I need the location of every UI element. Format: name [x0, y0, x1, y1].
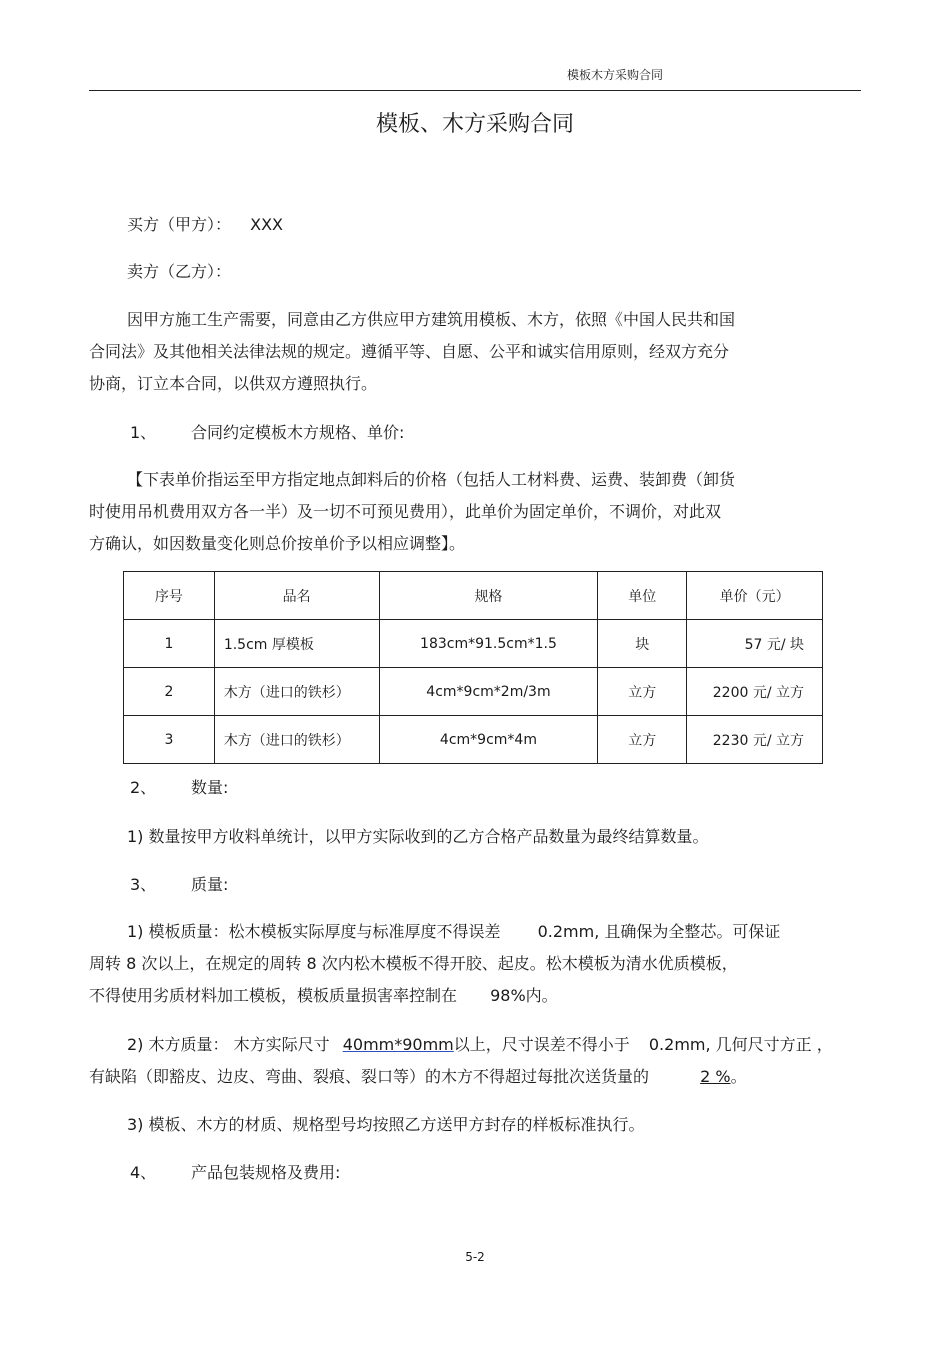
section1-note-3: 方确认，如因数量变化则总价按单价予以相应调整】。 [89, 534, 466, 553]
section3-item-2-line-1 [127, 1032, 833, 1055]
document-title: 模板、木方采购合同 [375, 112, 574, 137]
cell-unit: 立方 [598, 668, 687, 716]
section2-item-1: 1) 数量按甲方收料单统计，以甲方实际收到的乙方合格产品数量为最终结算数量。 [127, 827, 709, 846]
cell-index: 3 [124, 716, 215, 764]
header-cell: 品名 [214, 572, 379, 620]
text-segment: 不得使用劣质材料加工模板，模板质量损害率控制在 [89, 986, 458, 1005]
buyer-label: 买方（甲方）： [127, 215, 232, 234]
buyer-line [127, 212, 283, 235]
section3-item-2-line-2 [89, 1064, 747, 1087]
cell-spec: 4cm*9cm*4m [379, 716, 598, 764]
cell-product: 木方（进口的铁杉） [214, 716, 379, 764]
text-segment: 几何尺寸方正 ， [715, 1035, 833, 1054]
section3-item-1-line-2: 周转 8 次以上，在规定的周转 8 次内松木模板不得开胶、起皮。松木模板为清水优质模板， [89, 954, 738, 973]
section2-title: 数量: [191, 778, 229, 797]
header-cell: 规格 [379, 572, 598, 620]
text-segment: 以上，尺寸误差不得小于 [453, 1035, 630, 1054]
section3-number: 3、 [130, 875, 157, 894]
buyer-name: XXX [250, 215, 283, 234]
text-segment: 内。 [525, 986, 558, 1005]
section3-title: 质量: [191, 875, 229, 894]
table-row [124, 716, 823, 764]
cell-spec: 4cm*9cm*2m/3m [379, 668, 598, 716]
defect-rate-value: 2 % [700, 1067, 731, 1086]
text-segment: 1) 模板质量：松木模板实际厚度与标准厚度不得误差 [127, 922, 501, 941]
tolerance-value: 0.2mm, [537, 922, 600, 941]
section1-title: 合同约定模板木方规格、单价: [191, 423, 405, 442]
rate-value: 98% [490, 986, 526, 1005]
cell-spec: 183cm*91.5cm*1.5 [379, 620, 598, 668]
section4-number: 4、 [130, 1163, 157, 1182]
table-header-row [124, 572, 823, 620]
cell-price: 57 元/ 块 [687, 620, 823, 668]
section1-number: 1、 [130, 423, 157, 442]
section3-item-1-line-1 [127, 919, 780, 942]
text-segment: 且确保为全整芯。可保证 [604, 922, 781, 941]
running-header: 模板木方采购合同 [566, 68, 663, 82]
section2-number: 2、 [130, 778, 157, 797]
page-number: 5-2 [465, 1250, 485, 1264]
cell-index: 2 [124, 668, 215, 716]
text-segment: 。 [730, 1067, 747, 1086]
cell-product: 1.5cm 厚模板 [214, 620, 379, 668]
spec-table [123, 571, 823, 764]
header-cell: 单价（元） [687, 572, 823, 620]
cell-unit: 立方 [598, 716, 687, 764]
section1-note-1: 【下表单价指运至甲方指定地点卸料后的价格（包括人工材料费、运费、装卸费（卸货 [127, 470, 736, 489]
cell-index: 1 [124, 620, 215, 668]
intro-line-2: 合同法》及其他相关法律法规的规定。遵循平等、自愿、公平和诚实信用原则，经双方充分 [89, 342, 730, 361]
header-cell: 单位 [598, 572, 687, 620]
section4-title: 产品包装规格及费用: [191, 1163, 341, 1182]
cell-price: 2230 元/ 立方 [687, 716, 823, 764]
section3-item-1-line-3 [89, 983, 558, 1006]
tolerance-value: 0.2mm, [648, 1035, 711, 1054]
section3-item-3: 3) 模板、木方的材质、规格型号均按照乙方送甲方封存的样板标准执行。 [127, 1115, 645, 1134]
intro-line-3: 协商，订立本合同，以供双方遵照执行。 [89, 374, 378, 393]
cell-price: 2200 元/ 立方 [687, 668, 823, 716]
table-row [124, 668, 823, 716]
cell-product: 木方（进口的铁杉） [214, 668, 379, 716]
table-row [124, 620, 823, 668]
section1-note-2: 时使用吊机费用双方各一半）及一切不可预见费用），此单价为固定单价，不调价，对此双 [89, 502, 722, 521]
text-segment: 有缺陷（即豁皮、边皮、弯曲、裂痕、裂口等）的木方不得超过每批次送货量的 [89, 1067, 650, 1086]
text-segment: 2) 木方质量： 木方实际尺寸 [127, 1035, 330, 1054]
header-rule [89, 90, 861, 91]
header-cell: 序号 [124, 572, 215, 620]
size-value: 40mm*90mm [342, 1035, 454, 1054]
cell-unit: 块 [598, 620, 687, 668]
intro-line-1: 因甲方施工生产需要，同意由乙方供应甲方建筑用模板、木方，依照《中国人民共和国 [127, 310, 736, 329]
seller-label: 卖方（乙方）： [127, 262, 232, 281]
